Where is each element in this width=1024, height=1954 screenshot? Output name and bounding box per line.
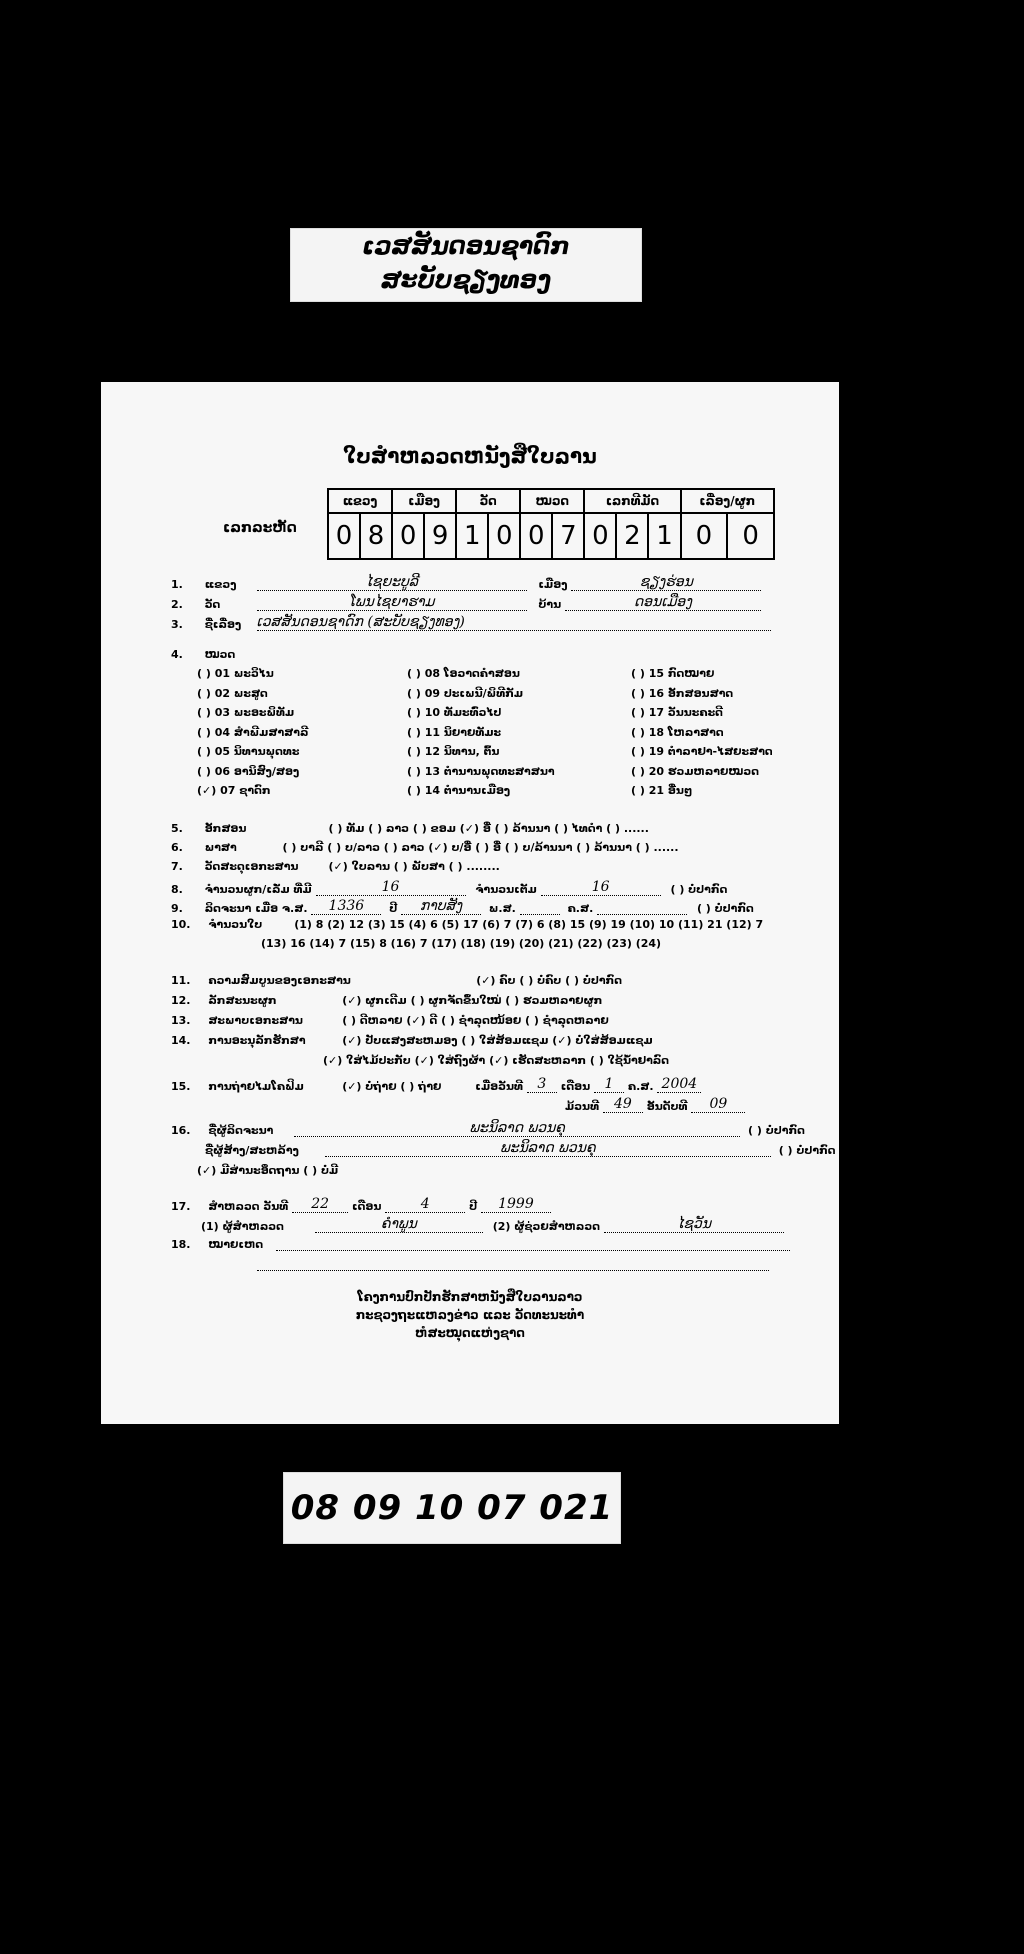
field-number: 5. — [171, 822, 183, 835]
field-completeness-row — [171, 974, 622, 987]
code-header-category: ໝວດ — [520, 489, 584, 513]
remarks-line-2 — [257, 1270, 769, 1271]
code-header-province: ແຂວງ — [328, 489, 392, 513]
field-label: ການຖ່າຍໄມໂຄຟິມ — [208, 1080, 304, 1093]
field-preservation-row — [171, 1034, 653, 1047]
code-digit: 0 — [520, 513, 552, 559]
field-written-date-row — [171, 898, 754, 915]
field-number: 16. — [171, 1124, 191, 1137]
field-label: ສຳຫລວດ ວັນທີ — [208, 1200, 289, 1213]
microfilm-year-value: 2004 — [657, 1076, 701, 1093]
field-label: ບ້ານ — [538, 598, 562, 611]
category-option[interactable]: ( ) 14 ຕຳນານເມືອງ — [407, 784, 511, 797]
category-option[interactable]: ( ) 11 ນິຍາຍທັມະ — [407, 725, 502, 739]
code-digit: 0 — [727, 513, 774, 559]
surveyor-value: ຄຳພູນ — [315, 1216, 483, 1233]
assistant-surveyor-value: ໄຊວັນ — [604, 1216, 784, 1233]
field-number: 18. — [171, 1238, 191, 1251]
completeness-options[interactable]: (✓) ຄົບ ( ) ບໍ່ຄົບ ( ) ບໍ່ປາກົດ — [476, 974, 623, 987]
field-number: 15. — [171, 1080, 191, 1093]
field-condition-row — [171, 1014, 609, 1027]
language-options[interactable]: ( ) ບາລີ ( ) ບ/ລາວ ( ) ລາວ (✓) ບ/ອື່ ( ) ອື່ ( ) ບ/ລ້ານນາ ( ) ລ້ານນາ ( ) ...... — [282, 841, 679, 854]
field-label: ເດືອນ — [351, 1200, 382, 1213]
field-temple-row — [171, 594, 761, 611]
district-value: ຊຽງຮ່ອນ — [571, 574, 761, 591]
remarks-line — [276, 1250, 790, 1251]
sequence-number-value: 09 — [691, 1096, 745, 1113]
title-line-2: ສະບັບຊຽງທອງ — [381, 266, 551, 294]
category-option[interactable]: ( ) 04 ສຳພີມສາສາລີ — [197, 725, 309, 739]
microfilm-options[interactable]: (✓) ບໍ່ຖ່າຍ ( ) ຖ່າຍ — [342, 1080, 442, 1093]
field-label: ວັດ — [204, 598, 221, 611]
category-column-1 — [197, 664, 308, 801]
field-microfilm-reel-row — [565, 1096, 745, 1113]
field-label: ຊື່ຜູ້ສ້າງ/ສະຫລ້າງ — [205, 1144, 299, 1157]
field-label: ມ້ວນທີ — [565, 1100, 600, 1113]
field-number: 14. — [171, 1034, 191, 1047]
category-option[interactable]: ( ) 15 ກົດໝາຍ — [631, 667, 715, 680]
not-shown-option[interactable]: ( ) ບໍ່ປາກົດ — [696, 902, 754, 915]
category-option[interactable]: ( ) 03 ພະອະພິທັມ — [197, 706, 295, 719]
field-label: ປີ — [469, 1200, 478, 1213]
reel-number-value: 49 — [603, 1096, 643, 1113]
field-survey-date-row — [171, 1196, 551, 1213]
field-number: 6. — [171, 841, 183, 854]
field-label: (1) ຜູ້ສຳຫລວດ — [201, 1220, 284, 1233]
footer-line-1: ໂຄງການປົກປັກຮັກສາຫນັງສືໃບລານລາວ — [357, 1290, 583, 1304]
code-header-bundle: ເລກທີມັດ — [584, 489, 680, 513]
footer-line-2: ກະຊວງຖະແຫລງຂ່າວ ແລະ ວັດທະນະທຳ — [355, 1308, 585, 1322]
code-header-title-fascicle: ເລື່ອງ/ຜູກ — [681, 489, 774, 513]
field-label: ຄ.ສ. — [567, 902, 594, 915]
microfilm-day-value: 3 — [527, 1076, 557, 1093]
field-author-row — [171, 1120, 805, 1137]
field-label: ແຂວງ — [204, 578, 237, 591]
category-option[interactable]: ( ) 09 ປະເພນີ/ພິທີກັມ — [407, 686, 524, 700]
category-option[interactable]: ( ) 19 ຕຳລາຢາ-ໄສຍະສາດ — [631, 745, 773, 758]
survey-form — [101, 382, 839, 1424]
field-number: 7. — [171, 860, 183, 873]
field-label: ພ.ສ. — [488, 902, 516, 915]
title-line-1: ເວສສັນດອນຊາດົກ — [362, 232, 570, 260]
field-label: ເມືອງ — [538, 578, 568, 591]
category-option[interactable]: ( ) 01 ພະວິໄນ — [197, 667, 274, 680]
field-remarks-row — [171, 1238, 790, 1251]
code-digit: 9 — [424, 513, 456, 559]
preservation-options[interactable]: (✓) ປັບແສງສະຫມອງ ( ) ໃສ່ສ້ອມແຊມ (✓) ບໍ່ໃສ່ສ້ອມແຊມ — [342, 1034, 653, 1047]
code-label: ເລກລະຫັດ — [223, 520, 297, 536]
not-shown-option[interactable]: ( ) ບໍ່ປາກົດ — [748, 1124, 805, 1137]
code-digit: 0 — [584, 513, 616, 559]
field-title-row — [171, 614, 771, 631]
code-digit: 0 — [328, 513, 360, 559]
category-option[interactable]: ( ) 06 ອານິສົງ/ສອງ — [197, 764, 300, 778]
field-label: ພາສາ — [204, 841, 237, 854]
microfilm-month-value: 1 — [594, 1076, 624, 1093]
fascicle-count-value: 16 — [316, 879, 466, 896]
field-number: 1. — [171, 578, 183, 591]
temple-value: ໂພນໄຊຍາຮາມ — [257, 594, 527, 611]
bundle-type-options[interactable]: (✓) ຜູກເດີມ ( ) ຜູກຈັດຂຶ້ນໃໝ່ ( ) ຮວມຫລາຍຜູກ — [342, 994, 603, 1007]
code-header-district: ເມືອງ — [392, 489, 456, 513]
category-option[interactable]: ( ) 13 ຕຳນານພຸດທະສາສນາ — [407, 764, 555, 778]
field-preservation-row-2 — [323, 1054, 669, 1067]
be-year-line — [520, 914, 560, 915]
code-digit: 0 — [392, 513, 424, 559]
code-digit: 8 — [360, 513, 392, 559]
category-option[interactable]: ( ) 16 ອັກສອນສາດ — [631, 686, 734, 700]
field-number: 9. — [171, 902, 183, 915]
field-surveyor-row — [201, 1216, 784, 1233]
field-number: 11. — [171, 974, 191, 987]
field-number: 17. — [171, 1200, 191, 1213]
footer-line-3: ຫໍສະໝຸດແຫ່ງຊາດ — [415, 1326, 525, 1340]
field-number: 4. — [171, 648, 183, 661]
sponsor-value: ພະນິລາດ ພວນຄຸ — [325, 1140, 771, 1157]
category-option[interactable]: ( ) 18 ໂຫລາສາດ — [631, 725, 724, 739]
category-option[interactable]: ( ) 02 ພະສູດ — [197, 686, 268, 700]
field-label: ປີ — [389, 902, 398, 915]
survey-year-value: 1999 — [481, 1196, 551, 1213]
field-label: ຊື່ຜູ້ລິດຈະນາ — [208, 1124, 274, 1137]
field-wish-row — [197, 1164, 338, 1177]
field-label: ອັນດັບທີ — [646, 1100, 688, 1113]
field-label: ເມື່ອວັນທີ — [475, 1080, 523, 1093]
category-column-3 — [631, 664, 773, 801]
field-bundle-type-row — [171, 994, 602, 1007]
field-label: ເດືອນ — [560, 1080, 591, 1093]
form-title: ໃບສຳຫລວດຫນັງສືໃບລານ — [343, 444, 597, 468]
code-header-temple: ວັດ — [456, 489, 520, 513]
category-option[interactable]: ( ) 05 ນິທານພຸດທະ — [197, 745, 300, 758]
field-label: (2) ຜູ້ຊ່ວຍສຳຫລວດ — [492, 1220, 600, 1233]
code-digit: 1 — [648, 513, 680, 559]
code-digit: 0 — [681, 513, 728, 559]
field-label: ຄ.ສ. — [627, 1080, 654, 1093]
field-number: 3. — [171, 618, 183, 631]
field-label: ອັກສອນ — [204, 822, 247, 835]
title-label-card — [290, 228, 642, 302]
full-count-value: 16 — [541, 879, 661, 896]
cs-year-value: 1336 — [311, 898, 381, 915]
field-label: ສະພາບເອກະສານ — [208, 1014, 303, 1027]
manuscript-code-card: 08 09 10 07 021 00 — [283, 1472, 621, 1544]
category-option[interactable]: ( ) 12 ນິທານ, ຕົ້ນ — [407, 745, 500, 758]
field-label: ລັກສະນະຜູກ — [208, 994, 277, 1007]
remarks-line-2-container — [257, 1258, 769, 1271]
field-label: ການອະນຸລັກຮັກສາ — [208, 1034, 306, 1047]
condition-options[interactable]: ( ) ດີຫລາຍ (✓) ດີ ( ) ຊຳລຸດໜ້ອຍ ( ) ຊຳລຸດຫລາຍ — [342, 1014, 609, 1027]
survey-day-value: 22 — [292, 1196, 348, 1213]
category-option[interactable]: ( ) 17 ວັນນະຄະດີ — [631, 706, 723, 719]
village-value: ດອນເມືອງ — [565, 594, 761, 611]
script-options[interactable]: ( ) ທັມ ( ) ລາວ ( ) ຂອມ (✓) ອື່ ( ) ລ້ານນາ ( ) ໄທດຳ ( ) ...... — [328, 822, 649, 835]
ad-year-line — [597, 914, 687, 915]
field-province-row — [171, 574, 761, 591]
code-digit: 2 — [616, 513, 648, 559]
field-label: ຈຳນວນຜູກ/ເລັ່ມ ທີ່ມີ — [204, 883, 312, 896]
field-label: ຄວາມສົມບູນຂອງເອກະສານ — [208, 974, 351, 987]
category-option[interactable]: ( ) 10 ທັມະທົ່ວໄປ — [407, 706, 502, 719]
year-name-value: ກາບສັງ — [401, 898, 481, 915]
field-script-row — [171, 822, 649, 835]
field-number: 2. — [171, 598, 183, 611]
not-shown-option[interactable]: ( ) ບໍ່ປາກົດ — [670, 883, 728, 896]
field-label: ໝວດ — [204, 648, 236, 661]
field-number: 12. — [171, 994, 191, 1007]
field-sponsor-row — [171, 1140, 836, 1157]
category-option[interactable]: (✓) 07 ຊາດົກ — [197, 784, 271, 797]
category-option[interactable]: ( ) 21 ອື່ນໆ — [631, 784, 693, 797]
leaf-count-row-1: (1) 8 (2) 12 (3) 15 (4) 6 (5) 17 (6) 7 (7) 6 (8) 15 (9) 19 (10) 10 (11) 21 (12) 7 — [294, 918, 764, 931]
field-number: 10. — [171, 918, 191, 931]
leaf-count-row-2-container — [261, 937, 661, 950]
field-label: ຈຳນວນໃບ — [208, 918, 263, 931]
form-footer — [101, 1288, 839, 1342]
leaf-count-row-2: (13) 16 (14) 7 (15) 8 (16) 7 (17) (18) (19) (20) (21) (22) (23) (24) — [261, 937, 662, 950]
category-option[interactable]: ( ) 20 ຮວມຫລາຍໝວດ — [631, 764, 759, 778]
field-label: ໝາຍເຫດ — [208, 1238, 264, 1251]
field-label: ລິດຈະນາ ເມື່ອ ຈ.ສ. — [204, 902, 308, 915]
category-column-2 — [407, 664, 555, 801]
field-material-row — [171, 860, 500, 873]
field-leaf-count-row — [171, 918, 763, 931]
author-value: ພະນິລາດ ພວນຄຸ — [294, 1120, 740, 1137]
field-category-row — [171, 648, 235, 661]
wish-options[interactable]: (✓) ມີສ່ານະອຶດຖານ ( ) ບໍ່ມີ — [197, 1164, 339, 1177]
title-value: ເວສສັນດອນຊາດົກ (ສະບັບຊຽງທອງ) — [257, 614, 771, 631]
field-language-row — [171, 841, 679, 854]
code-digit: 1 — [456, 513, 488, 559]
code-table — [327, 488, 775, 560]
preservation-options-2[interactable]: (✓) ໃສ່ໄມ້ປະກັບ (✓) ໃສ່ຖົງຜ້າ (✓) ເຮັດສະຫລາກ ( ) ໃຊ້ນ້ຳຢາລົດ — [323, 1054, 670, 1067]
not-shown-option[interactable]: ( ) ບໍ່ປາກົດ — [778, 1144, 836, 1157]
field-label: ຊື່ເລື່ອງ — [204, 618, 242, 631]
field-number: 13. — [171, 1014, 191, 1027]
field-label: ຈຳນວນເຕັມ — [475, 883, 537, 896]
field-fascicle-count-row — [171, 879, 727, 896]
field-label: ວັດສະດຸເອກະສານ — [204, 860, 299, 873]
material-options[interactable]: (✓) ໃບລານ ( ) ພັບສາ ( ) ........ — [328, 860, 500, 873]
code-digit: 0 — [488, 513, 520, 559]
code-digit: 7 — [552, 513, 584, 559]
field-microfilm-row — [171, 1076, 701, 1093]
category-option[interactable]: ( ) 08 ໂອວາດຄຳສອນ — [407, 667, 520, 680]
field-number: 8. — [171, 883, 183, 896]
survey-month-value: 4 — [385, 1196, 465, 1213]
province-value: ໄຊຍະບູລີ — [257, 574, 527, 591]
